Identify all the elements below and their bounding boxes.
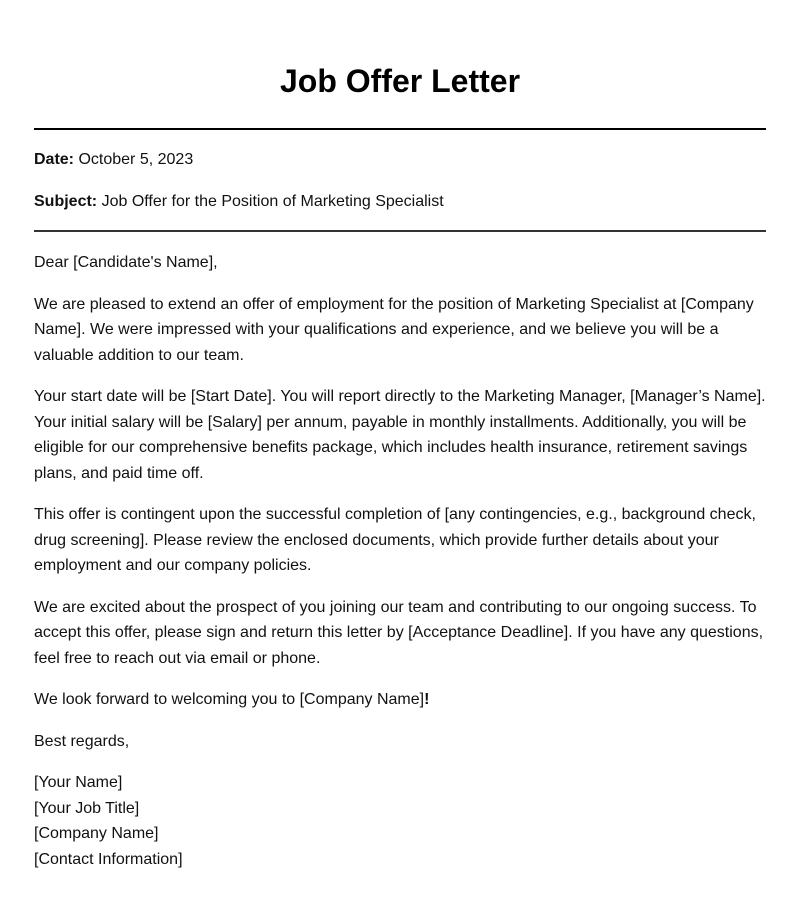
paragraph-acceptance: We are excited about the prospect of you joining our team and contributing to our ongoing success. To accept this offer, please sign and return this letter by [Acceptance Deadline]. If you have any questions, feel free to reach out via email or phone. <box>34 598 764 667</box>
closing-line-text: We look forward to welcoming you to [Company Name] <box>34 691 425 708</box>
paragraph-offer: We are pleased to extend an offer of employment for the position of Marketing Specialist at [Company Name]. We were impressed with your qualifications and experience, and we believe you will be a valuable addition to our team. <box>34 295 754 364</box>
title-divider <box>34 128 766 130</box>
date-value: October 5, 2023 <box>78 151 194 168</box>
closing-line <box>34 687 766 713</box>
greeting: Dear [Candidate's Name], <box>34 254 218 271</box>
subject-value: Job Offer for the Position of Marketing Specialist <box>101 193 444 210</box>
date-label: Date: <box>34 151 75 168</box>
subject-line <box>34 192 766 212</box>
signature-contact: [Contact Information] <box>34 850 183 868</box>
header-divider <box>34 230 766 232</box>
signature-job-title: [Your Job Title] <box>34 799 140 817</box>
subject-label: Subject: <box>34 193 98 210</box>
signature-block <box>34 770 766 872</box>
sign-off: Best regards, <box>34 732 130 750</box>
signature-name: [Your Name] <box>34 774 123 791</box>
paragraph-contingencies: This offer is contingent upon the successful completion of [any contingencies, e.g., background check, drug screening]. Please review the enclosed documents, which provide further details about your employment and our company policies. <box>34 506 756 574</box>
paragraph-terms: Your start date will be [Start Date]. You will report directly to the Marketing Manager, [Manager’s Name]. Your initial salary will be [Salary] per annum, payable in monthly installments. Additionally, you will be eligible for our comprehensive benefits package, which includes health insurance, retirement savings plans, and paid time off. <box>34 388 766 482</box>
signature-company: [Company Name] <box>34 825 159 842</box>
closing-line-exclamation: ! <box>424 691 430 708</box>
date-line <box>34 150 766 170</box>
letter-title: Job Offer Letter <box>279 63 521 99</box>
